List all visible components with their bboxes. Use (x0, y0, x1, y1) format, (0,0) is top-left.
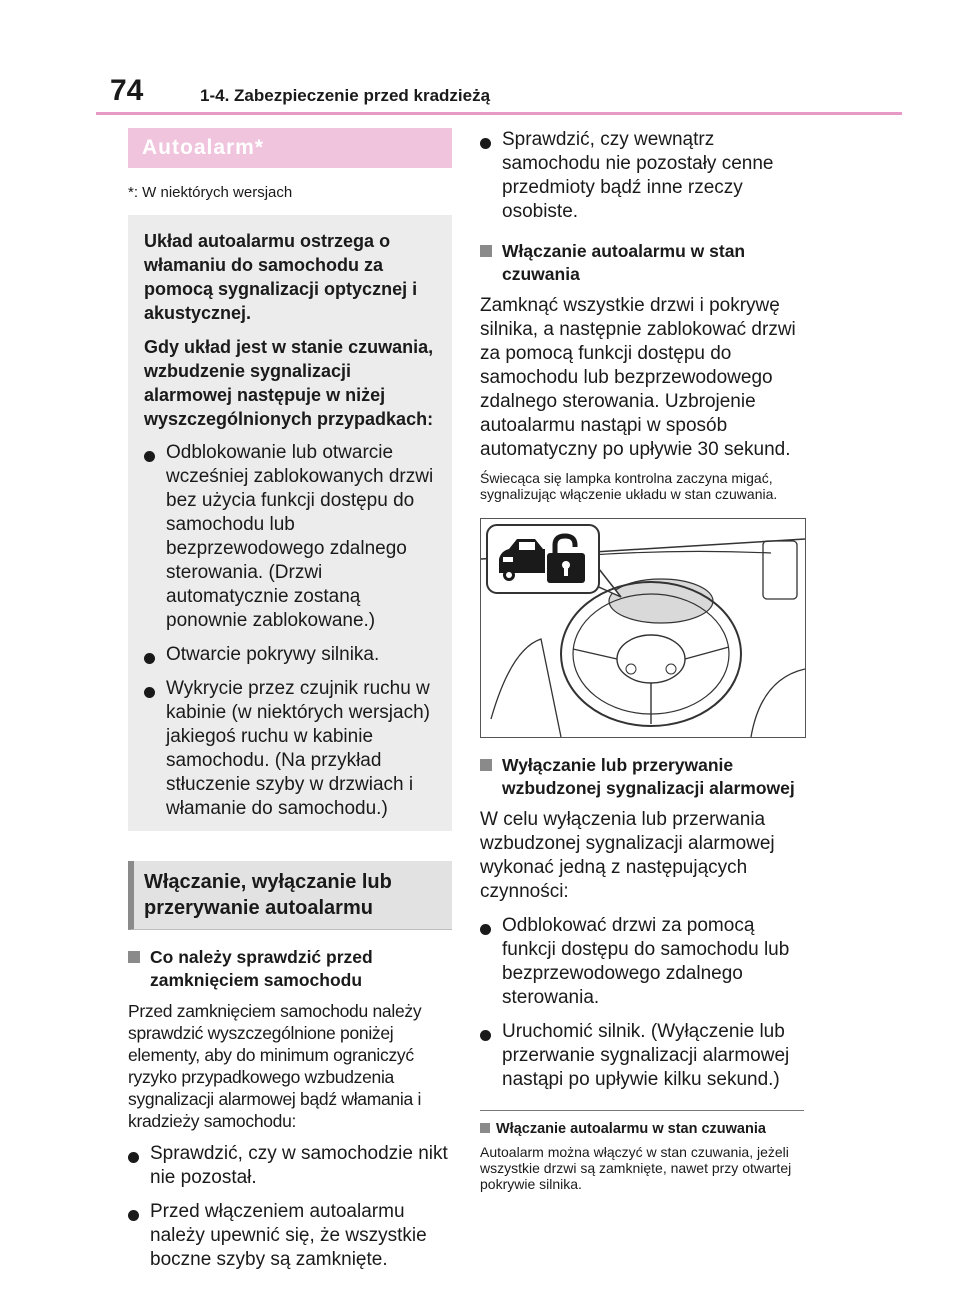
list-item: Wykrycie przez czujnik ruchu w kabinie (w niektórych wersjach) jakiegoś ruchu w kabinie samochodu. (Na przykład stłuczenie szyby w drzwiach i włamanie do samochodu.) (144, 677, 444, 821)
divider (480, 1110, 804, 1111)
list-item: Odblokowanie lub otwarcie wcześniej zablokowanych drzwi bez użycia funkcji dostępu do samochodu lub bezprzewodowego zdalnego sterowania. (Drzwi automatycznie zostaną ponownie zablokowane.) (144, 441, 444, 633)
page-number: 74 (110, 74, 144, 107)
bullet-dot-icon (144, 653, 155, 664)
list-item: Odblokować drzwi za pomocą funkcji dostępu do samochodu lub bezprzewodowego zdalnego sterowania. (480, 914, 804, 1010)
stop-text: W celu wyłączenia lub przerwania wzbudzonej sygnalizacji alarmowej wykonać jedną z następujących czynności: (480, 809, 775, 902)
square-bullet-icon (480, 1123, 490, 1133)
list-item: Uruchomić silnik. (Wyłączenie lub przerwanie sygnalizacji alarmowej nastąpi po upływie kilku sekund.) (480, 1020, 804, 1092)
subheading-check: Co należy sprawdzić przed zamknięciem samochodu (128, 946, 452, 992)
subheading-stop: Wyłączanie lub przerywanie wzbudzonej sygnalizacji alarmowej (480, 754, 804, 800)
info-lead-1: Układ autoalarmu ostrzega o włamaniu do samochodu za pomocą sygnalizacji optycznej i akustycznej. (144, 231, 418, 323)
bullet-dot-icon (480, 924, 491, 935)
list-item: Sprawdzić, czy w samochodzie nikt nie pozostał. (128, 1142, 452, 1190)
bullet-dot-icon (144, 687, 155, 698)
note-heading: Włączanie autoalarmu w stan czuwania (480, 1121, 804, 1138)
right-column (480, 128, 804, 1192)
list-item: Przed włączeniem autoalarmu należy upewnić się, że wszystkie boczne szyby są zamknięte. (128, 1200, 452, 1272)
dashboard-illustration (480, 518, 806, 738)
arm-note: Świecąca się lampka kontrolna zaczyna migać, sygnalizując włączenie układu w stan czuwania. (480, 470, 778, 502)
list-item: Otwarcie pokrywy silnika. (144, 643, 444, 667)
bullet-dot-icon (144, 451, 155, 462)
arm-text: Zamknąć wszystkie drzwi i pokrywę silnika, a następnie zablokować drzwi za pomocą funkcji dostępu do samochodu lub bezprzewodowego zdalnego sterowania. Uzbrojenie autoalarmu nastąpi w sposób automatyczny po upływie 30 sekund. (480, 295, 796, 460)
section-title-enable-disable: Włączanie, wyłączanie lub przerywanie autoalarmu (128, 861, 452, 930)
square-bullet-icon (128, 951, 140, 963)
square-bullet-icon (480, 759, 492, 771)
chapter-title: 1-4. Zabezpieczenie przed kradzieżą (200, 86, 491, 105)
car-lock-indicator-icon (495, 533, 591, 585)
page-header (96, 68, 902, 115)
square-bullet-icon (480, 245, 492, 257)
bullet-dot-icon (128, 1152, 139, 1163)
info-box (128, 215, 452, 831)
bullet-dot-icon (128, 1210, 139, 1221)
check-text: Przed zamknięciem samochodu należy sprawdzić wyszczególnione poniżej elementy, aby do minimum ograniczyć ryzyko przypadkowego wzbudzenia sygnalizacji alarmowej bądź włamania i kradzieży samochodu: (128, 1001, 422, 1131)
bullet-dot-icon (480, 1030, 491, 1041)
left-column (128, 128, 452, 1272)
bullet-dot-icon (480, 138, 491, 149)
note-text: Autoalarm można włączyć w stan czuwania, jeżeli wszystkie drzwi są zamknięte, nawet przy otwartej pokrywie silnika. (480, 1144, 792, 1192)
list-item: Sprawdzić, czy wewnątrz samochodu nie pozostały cenne przedmioty bądź inne rzeczy osobiste. (480, 128, 804, 224)
footnote: *: W niektórych wersjach (128, 184, 293, 201)
section-title-autoalarm: Autoalarm* (128, 128, 452, 168)
info-lead-2: Gdy układ jest w stanie czuwania, wzbudzenie sygnalizacji alarmowej następuje w niżej wyszczególnionych przypadkach: (144, 337, 434, 429)
subheading-arm: Włączanie autoalarmu w stan czuwania (480, 240, 804, 286)
